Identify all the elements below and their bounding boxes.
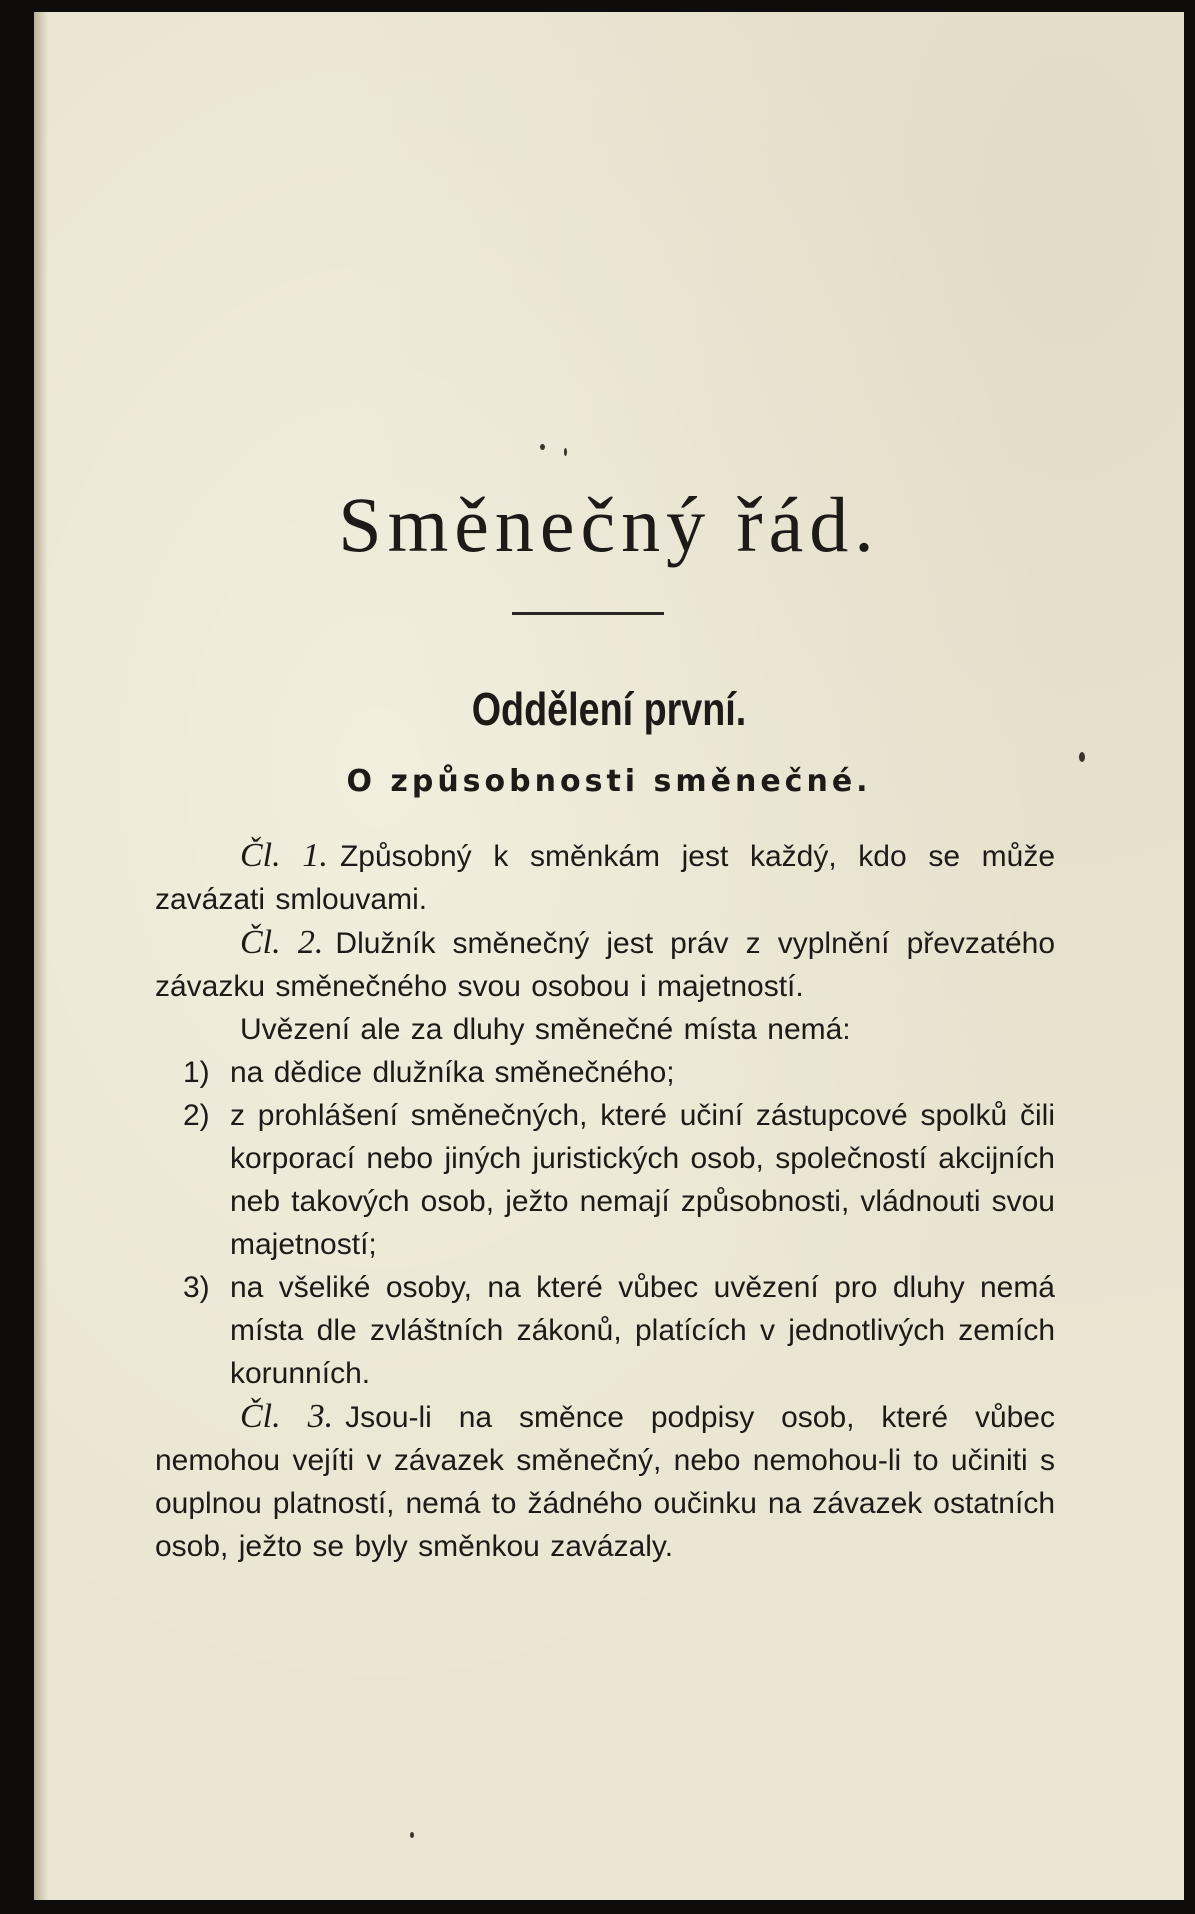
title-divider <box>512 612 664 615</box>
article-1 <box>155 834 1055 921</box>
list-item-number: 1) <box>183 1056 210 1089</box>
ink-speck <box>410 1832 414 1838</box>
list-item <box>155 1051 1055 1094</box>
list-item <box>155 1094 1055 1266</box>
article-2 <box>155 921 1055 1008</box>
article-1-text: Způsobný k směnkám jest každý, kdo se může zavázati smlouvami. <box>155 840 1055 916</box>
ink-speck <box>540 444 545 450</box>
ink-speck <box>564 448 567 456</box>
list-item-text: na všeliké osoby, na které vůbec uvězení pro dluhy nemá místa dle zvláštních zákonů, platících v jednotlivých zemích korunních. <box>230 1271 1055 1390</box>
book-page <box>34 12 1184 1900</box>
list-item-text: z prohlášení směnečných, které učiní zástupcové spolků čili korporací nebo jiných juristických osob, společností akcijních neb takových osob, ježto nemají způsobnosti, vládnouti svou majetností; <box>230 1099 1055 1261</box>
page-title: Směnečný řád. <box>338 481 880 568</box>
article-3-text: Jsou-li na směnce podpisy osob, které vůbec nemohou vejíti v závazek směnečný, nebo nemohou-li to učiniti s ouplnou platností, nemá to žádného oučinku na závazek ostatních osob, ježto se byly směnkou zavázaly. <box>155 1401 1055 1563</box>
ink-speck <box>1079 752 1085 762</box>
list-item-text: na dědice dlužníka směnečného; <box>230 1056 675 1089</box>
section-title: Oddělení první. <box>471 683 747 735</box>
article-2-label: Čl. 2. <box>240 924 324 961</box>
list-item-number: 2) <box>183 1099 210 1132</box>
list-item-number: 3) <box>183 1271 210 1304</box>
article-3 <box>155 1395 1055 1568</box>
article-3-label: Čl. 3. <box>240 1398 334 1435</box>
section-subtitle: O způsobnosti směnečné. <box>346 764 872 799</box>
article-2-text: Dlužník směnečný jest práv z vyplnění převzatého závazku směnečného svou osobou i majetností. <box>155 927 1056 1003</box>
article-2-paragraph-2: Uvězení ale za dluhy směnečné místa nemá: <box>240 1013 851 1046</box>
list-item <box>155 1266 1055 1395</box>
body-text <box>155 834 1055 1568</box>
page-gutter-shadow <box>34 12 48 1900</box>
article-1-label: Čl. 1. <box>240 837 328 874</box>
